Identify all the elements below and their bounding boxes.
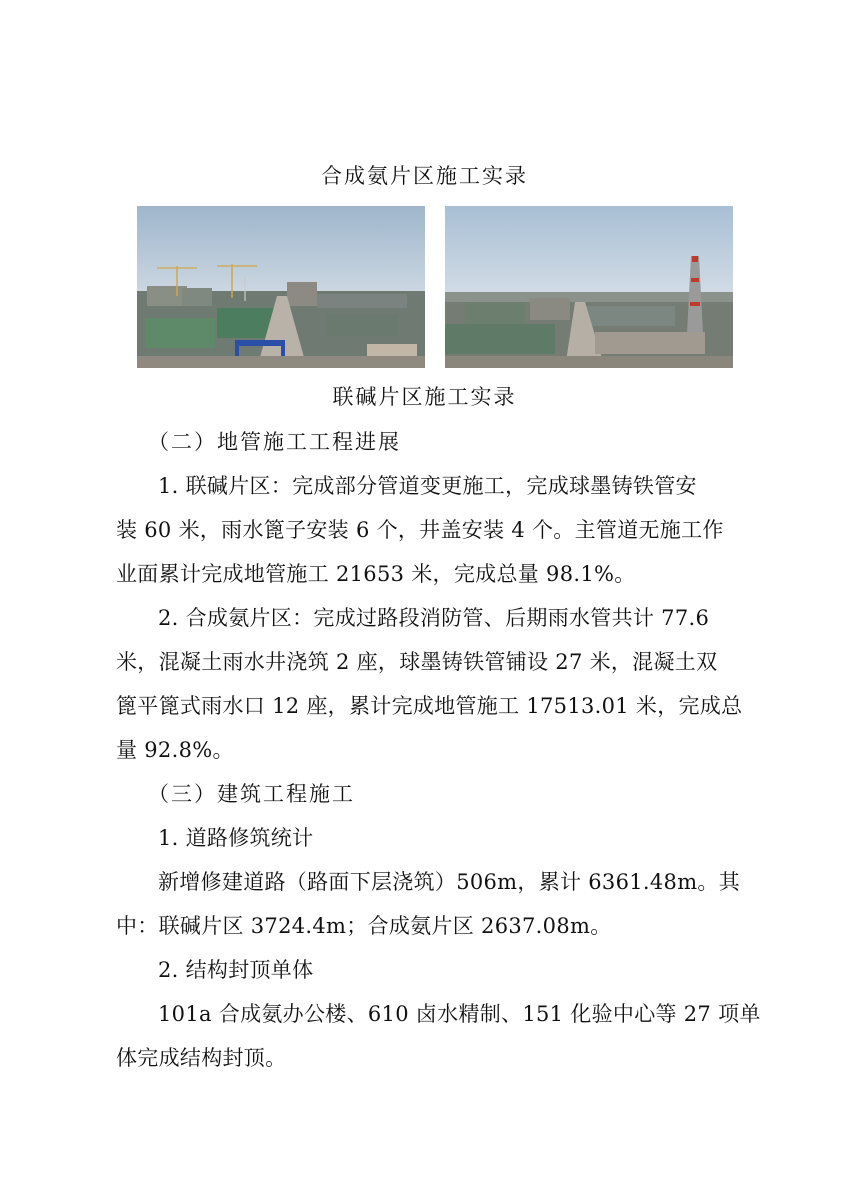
paragraph-line: 米，混凝土雨水井浇筑 2 座，球墨铸铁管铺设 27 米，混凝土双	[116, 650, 718, 674]
paragraph-line: 101a 合成氨办公楼、610 卤水精制、151 化验中心等 27 项单	[158, 1002, 761, 1026]
paragraph-line: 篦平篦式雨水口 12 座，累计完成地管施工 17513.01 米，完成总	[116, 694, 743, 718]
paragraph-line: 新增修建道路（路面下层浇筑）506m，累计 6361.48m。其	[158, 870, 741, 894]
paragraph-line: 1. 联碱片区：完成部分管道变更施工，完成球墨铸铁管安	[158, 474, 697, 498]
paragraph-line: 体完成结构封顶。	[116, 1046, 287, 1070]
paragraph-line: 中：联碱片区 3724.4m；合成氨片区 2637.08m。	[116, 914, 612, 938]
section-heading-building: （三）建筑工程施工	[148, 782, 355, 806]
ammonia-photo-caption: 合成氨片区施工实录	[321, 164, 528, 188]
construction-photo-left	[137, 206, 425, 368]
construction-site-photo-icon	[445, 206, 733, 368]
subsection-title-roof: 2. 结构封顶单体	[158, 958, 314, 982]
paragraph-line: 装 60 米，雨水篦子安装 6 个，井盖安装 4 个。主管道无施工作	[116, 518, 724, 542]
paragraph-line: 业面累计完成地管施工 21653 米，完成总量 98.1%。	[116, 562, 636, 586]
paragraph-line: 量 92.8%。	[116, 738, 234, 762]
subsection-title-road: 1. 道路修筑统计	[158, 826, 314, 850]
alkali-photo-caption: 联碱片区施工实录	[332, 385, 517, 409]
construction-photo-right	[445, 206, 733, 368]
section-heading-pipeline: （二）地管施工工程进展	[148, 430, 401, 454]
paragraph-line: 2. 合成氨片区：完成过路段消防管、后期雨水管共计 77.6	[158, 606, 710, 630]
construction-site-photo-icon	[137, 206, 425, 368]
